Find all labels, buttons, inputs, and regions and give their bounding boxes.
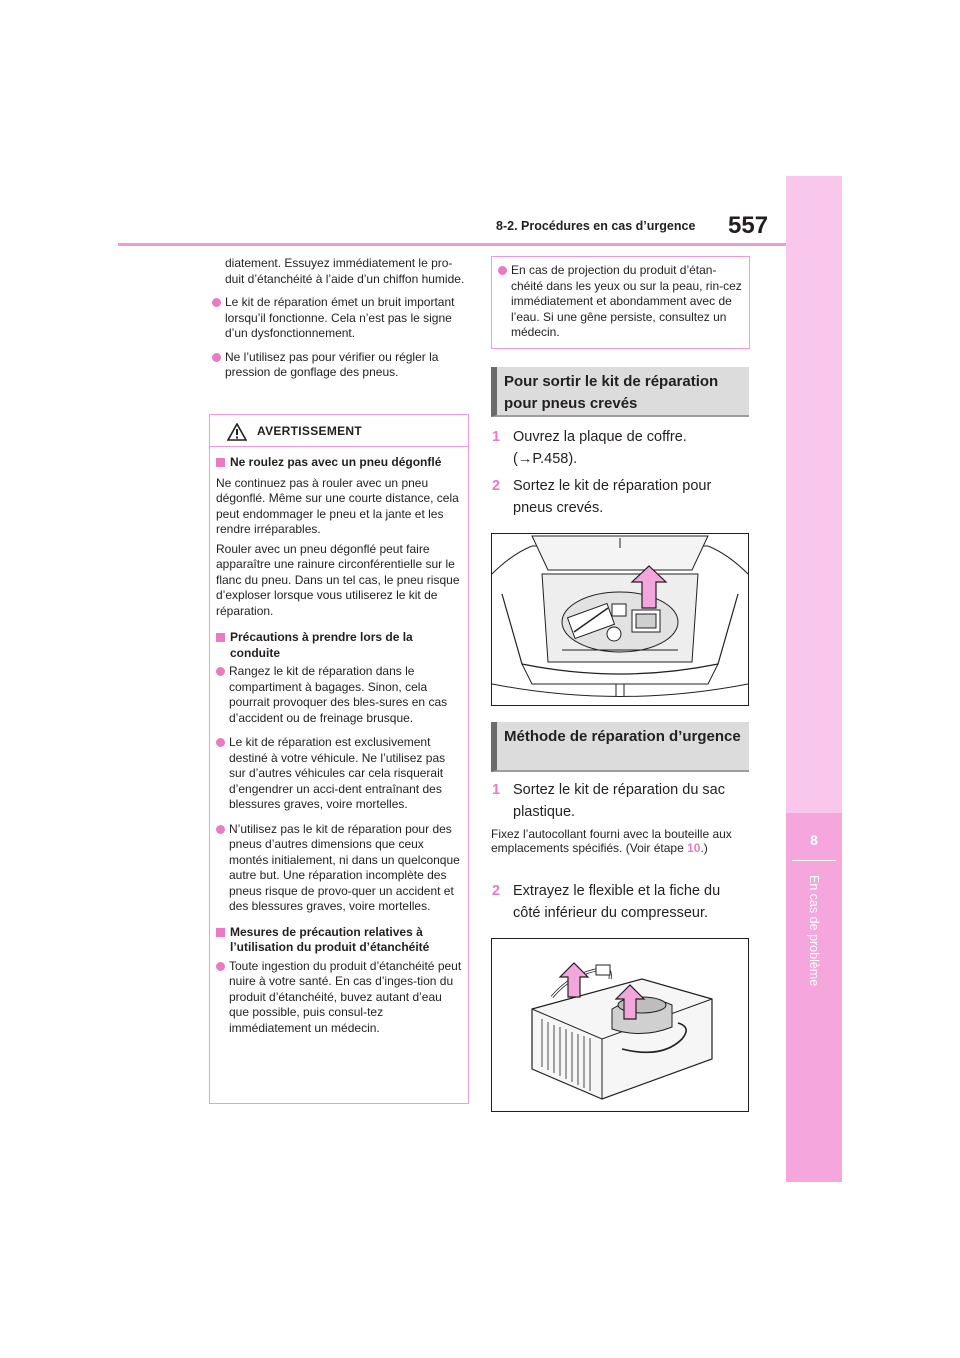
page-reference-link[interactable]: (→P.458). (513, 451, 578, 467)
up-arrow-icon (560, 963, 588, 997)
warning-paragraph: Rouler avec un pneu dégonflé peut faire apparaître une rainure circonférentielle sur le flanc du pneu. Dans un tel cas, le pneu risque d’exploser lorsque vous utiliserez le kit de réparation. (216, 541, 460, 618)
list-item: Rangez le kit de réparation dans le compartiment à bagages. Sinon, cela pourrait provoquer des bles-sures en cas d’accident ou de freinage brusque. (216, 664, 462, 726)
chapter-number: 8 (810, 832, 818, 848)
warning-title: AVERTISSEMENT (257, 424, 363, 438)
side-tab-upper (786, 176, 842, 813)
section-header-title: 8-2. Procédures en cas d’urgence (496, 219, 696, 233)
compressor-illustration (491, 938, 749, 1112)
list-item: Le kit de réparation émet un bruit important lorsqu’il fonctionne. Cela n’est pas le signe d’un dysfonctionnement. (212, 295, 470, 342)
bullet-dot-icon (216, 667, 225, 676)
left-column (212, 256, 470, 381)
list-item: Le kit de réparation est exclusivement destiné à votre véhicule. Ne l’utilisez pas sur d’autres véhicules car cela risquerait d’engendrer un acci-dent entraînant des blessures graves, voire mortelles. (216, 735, 462, 813)
list-item: Toute ingestion du produit d’étanchéité peut nuire à votre santé. En cas d’inges-tion du produit d’étanchéité, buvez autant d’eau que possible, puis consul-tez immédiatement un médecin. (216, 959, 462, 1037)
bullet-dot-icon (216, 962, 225, 971)
square-bullet-icon (216, 458, 225, 467)
bullet-dot-icon (216, 738, 225, 747)
step-item: 2 Extrayez le flexible et la fiche du côté inférieur du compresseur. (491, 880, 751, 924)
warning-subheading: Précautions à prendre lors de la conduite (216, 630, 462, 661)
section-heading: Pour sortir le kit de réparation pour pneus crevés (491, 367, 749, 417)
step-number: 2 (492, 883, 501, 899)
square-bullet-icon (216, 928, 225, 937)
list-item: Ne l’utilisez pas pour vérifier ou régler la pression de gonflage des pneus. (212, 350, 470, 381)
warning-header (210, 415, 468, 447)
chapter-divider (792, 860, 836, 861)
compressor-drawing (492, 939, 748, 1111)
warning-body (210, 447, 468, 1036)
warning-subheading: Mesures de précaution relatives à l’utilisation du produit d’étanchéité (216, 925, 462, 956)
trunk-illustration (492, 534, 748, 705)
step-item: 1 Sortez le kit de réparation du sac plastique. (491, 779, 751, 823)
step-reference-link[interactable]: 10 (687, 840, 701, 855)
chapter-label: En cas de problème (807, 875, 821, 987)
intro-text: diatement. Essuyez immédiatement le pro-duit d’étanchéité à l’aide d’un chiffon humide. (225, 256, 465, 286)
step-item: 1 Ouvrez la plaque de coffre. (→P.458). (491, 426, 751, 470)
square-bullet-icon (216, 633, 225, 642)
note-box (491, 256, 750, 349)
step-number: 1 (492, 782, 501, 798)
bullet-dot-icon (498, 266, 507, 275)
page-number: 557 (728, 212, 769, 239)
trunk-repair-kit-illustration (491, 533, 749, 706)
bullet-dot-icon (212, 353, 221, 362)
section-heading: Méthode de réparation d’urgence (491, 722, 749, 772)
step-number: 2 (492, 478, 501, 494)
warning-subheading: Ne roulez pas avec un pneu dégonflé (216, 455, 462, 471)
header-rule (118, 243, 786, 246)
step-note: Fixez l’autocollant fourni avec la bouteille aux emplacements spécifiés. (Voir étape 10.) (491, 827, 732, 855)
step-item: 2 Sortez le kit de réparation pour pneus crevés. (491, 475, 751, 519)
warning-box (209, 414, 469, 1104)
step-number: 1 (492, 429, 501, 445)
bullet-dot-icon (212, 298, 221, 307)
list-item: En cas de projection du produit d’étan-chéité dans les yeux ou sur la peau, rin-cez immédiatement et abondamment avec de l’eau. Si une gêne persiste, consultez un médecin. (498, 263, 743, 341)
warning-triangle-icon (227, 423, 247, 441)
bullet-dot-icon (216, 825, 225, 834)
warning-paragraph: Ne continuez pas à rouler avec un pneu dégonflé. Même sur une courte distance, cela peut endommager le pneu et la jante et les rendre irréparables. (216, 475, 459, 536)
list-item: N’utilisez pas le kit de réparation pour des pneus d’autres dimensions que ceux montés initialement, ni dans un quelconque autre but. Une réparation incomplète des pneus risque de provo-quer un accident et des blessures graves, voire mortelles. (216, 822, 462, 915)
